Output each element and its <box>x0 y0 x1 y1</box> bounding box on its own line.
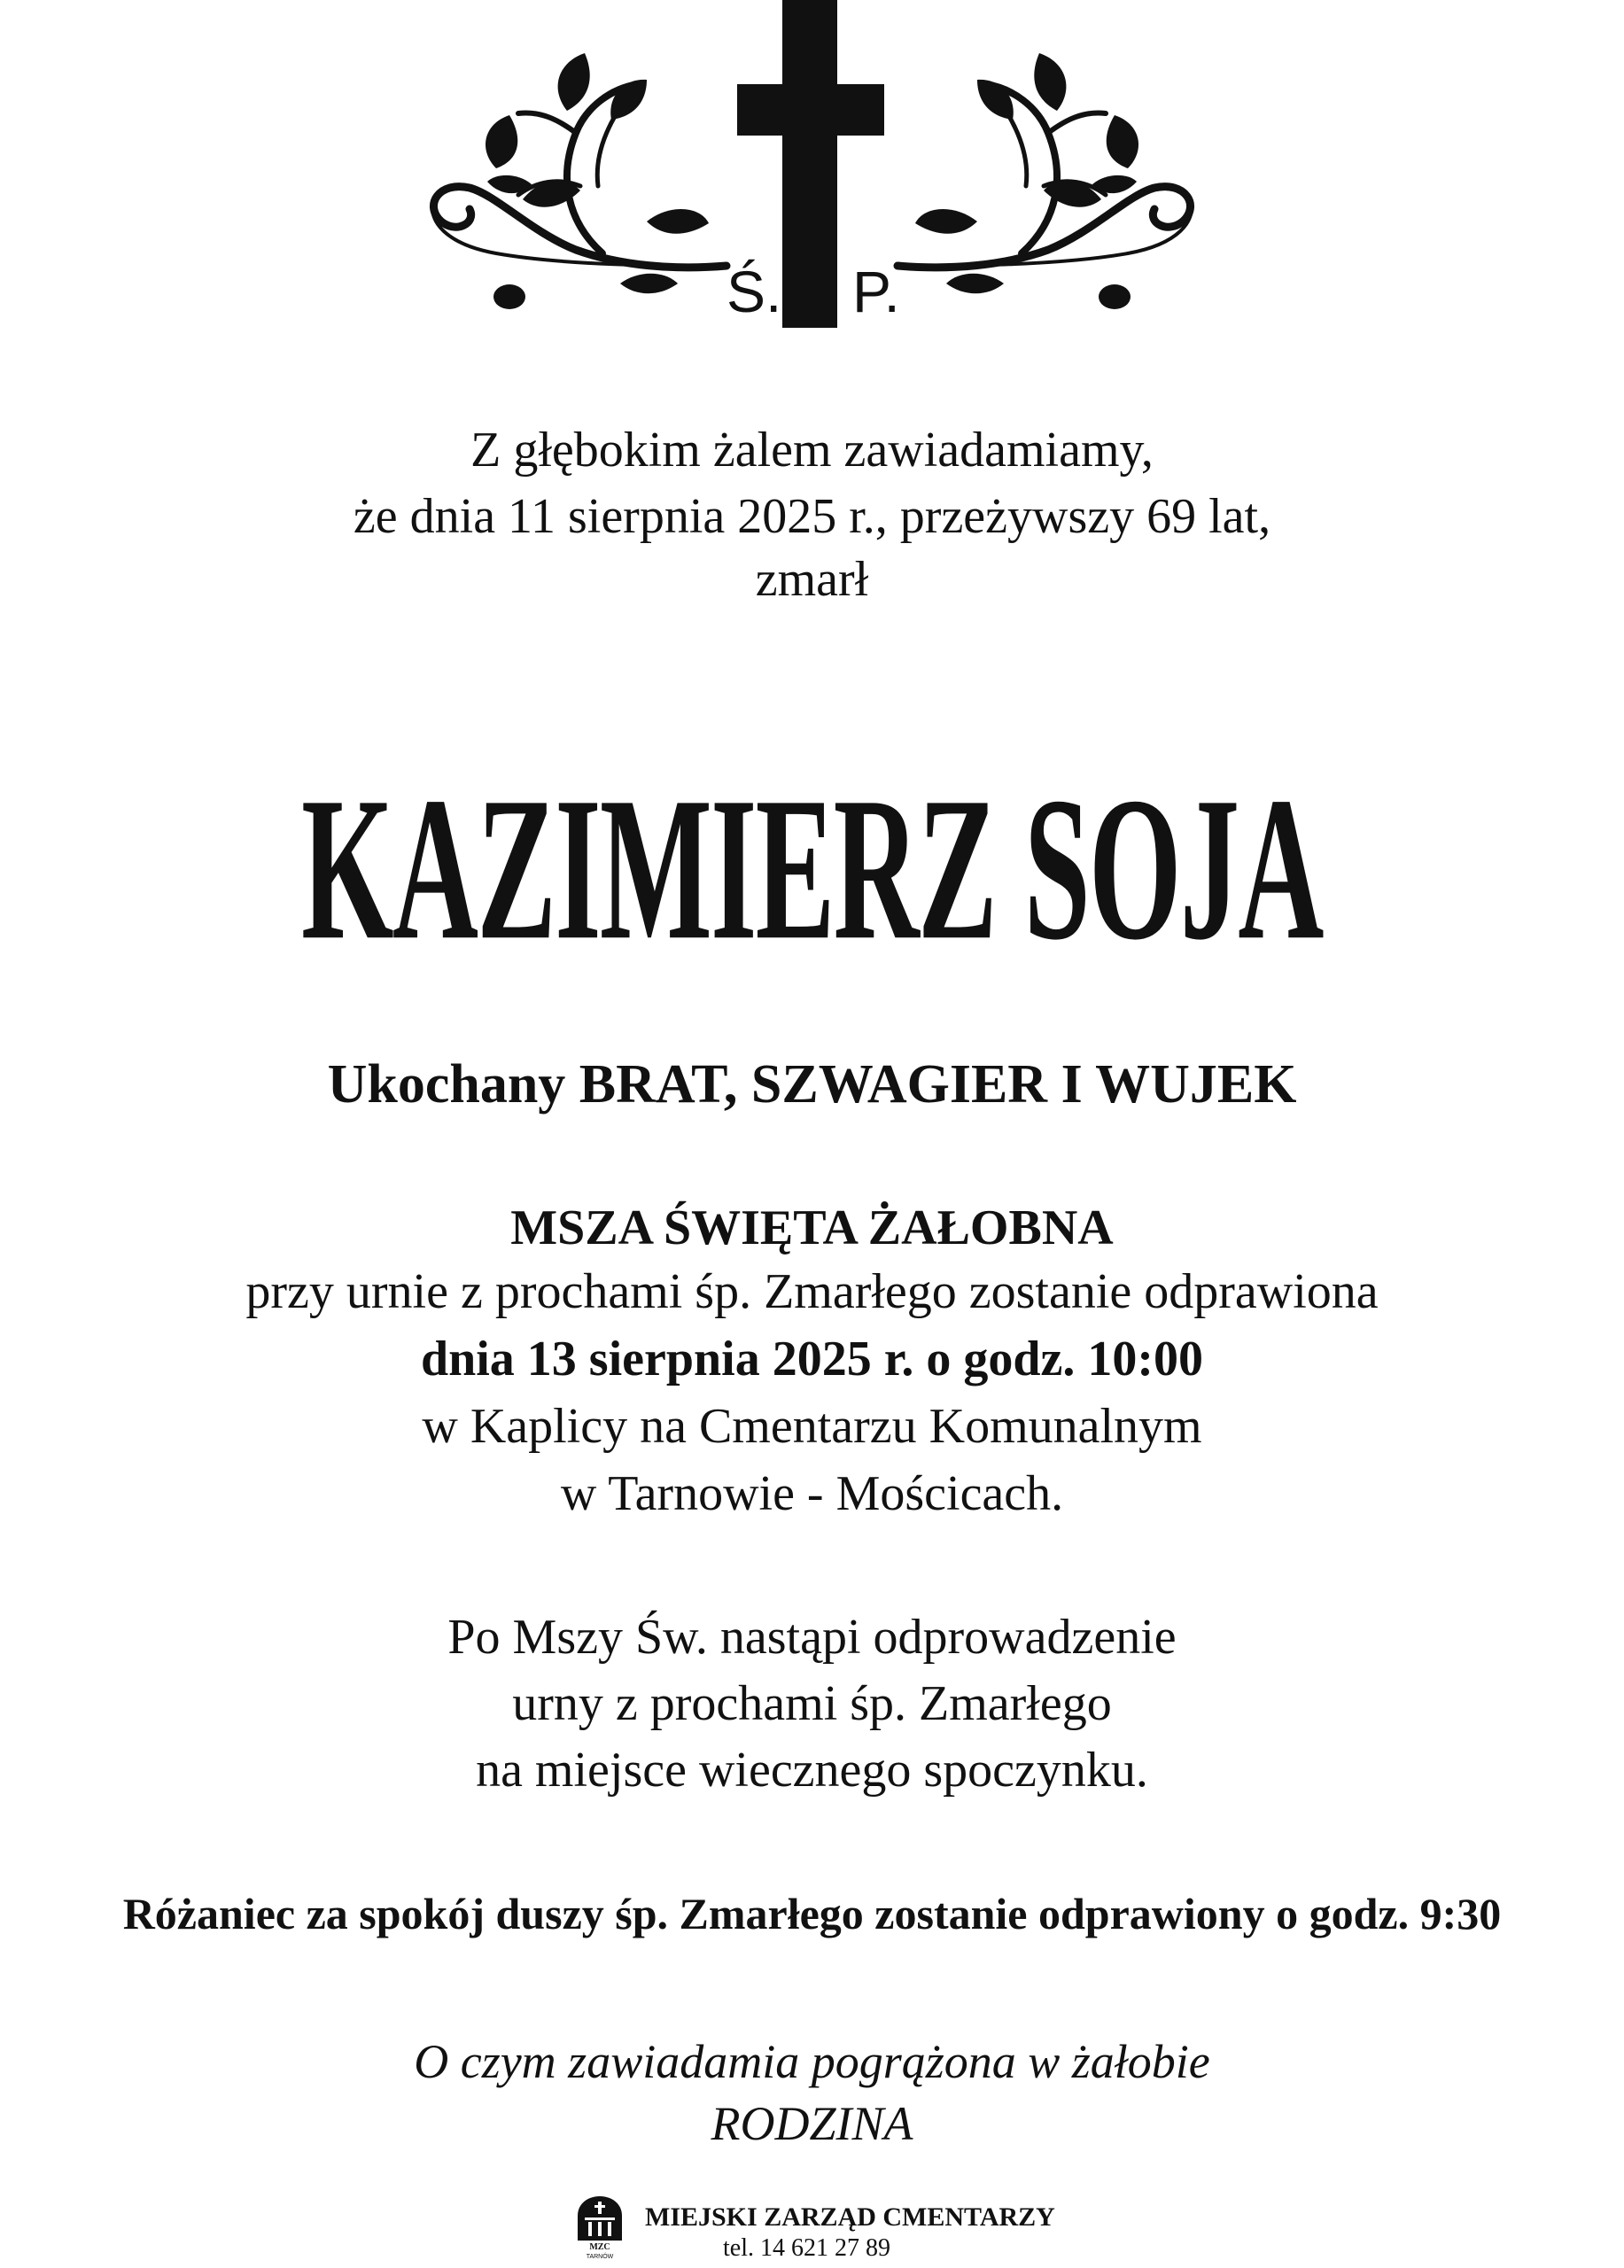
closing-family: RODZINA <box>711 2097 913 2150</box>
deceased-name: KAZIMIERZ SOJA <box>301 753 1323 983</box>
mass-date: dnia 13 sierpnia 2025 r. o godz. 10:00 <box>420 1332 1204 1386</box>
mass-line-1: przy urnie z prochami śp. Zmarłego zostanie odprawiona <box>245 1264 1379 1319</box>
deceased-relation: Ukochany BRAT, SZWAGIER I WUJEK <box>327 1054 1297 1115</box>
footer-organization: MIEJSKI ZARZĄD CMENTARZY <box>645 2202 1055 2232</box>
logo-text: MZC <box>589 2242 610 2252</box>
procession-line-1: Po Mszy Św. nastąpi odprowadzenie <box>447 1610 1177 1665</box>
closing-line-1: O czym zawiadamia pogrążona w żałobie <box>414 2035 1210 2088</box>
mass-location-1: w Kaplicy na Cmentarzu Komunalnym <box>422 1399 1202 1454</box>
announcement-line-1: Z głębokim żalem zawiadamiamy, <box>470 423 1154 478</box>
logo-city: TARNÓW <box>586 2254 614 2260</box>
procession-line-3: na miejsce wiecznego spoczynku. <box>476 1743 1148 1798</box>
cross-ornament <box>0 0 1624 337</box>
procession-line-2: urny z prochami śp. Zmarłego <box>512 1676 1112 1731</box>
announcement-line-2: że dnia 11 sierpnia 2025 r., przeżywszy 69 lat, <box>353 489 1271 544</box>
mass-title: MSZA ŚWIĘTA ŻAŁOBNA <box>510 1200 1114 1255</box>
sp-abbreviation-second: P. <box>852 259 900 324</box>
cemetery-logo-icon <box>572 2194 627 2260</box>
sp-abbreviation-first: Ś. <box>727 259 782 324</box>
left-flourish-icon <box>432 84 727 268</box>
right-flourish-icon <box>897 84 1192 268</box>
announcement-line-3: zmarł <box>755 552 869 607</box>
footer-phone: tel. 14 621 27 89 <box>723 2234 890 2262</box>
rosary-notice: Różaniec za spokój duszy śp. Zmarłego zostanie odprawiony o godz. 9:30 <box>122 1889 1502 1938</box>
mass-location-2: w Tarnowie - Mościcach. <box>560 1466 1064 1521</box>
